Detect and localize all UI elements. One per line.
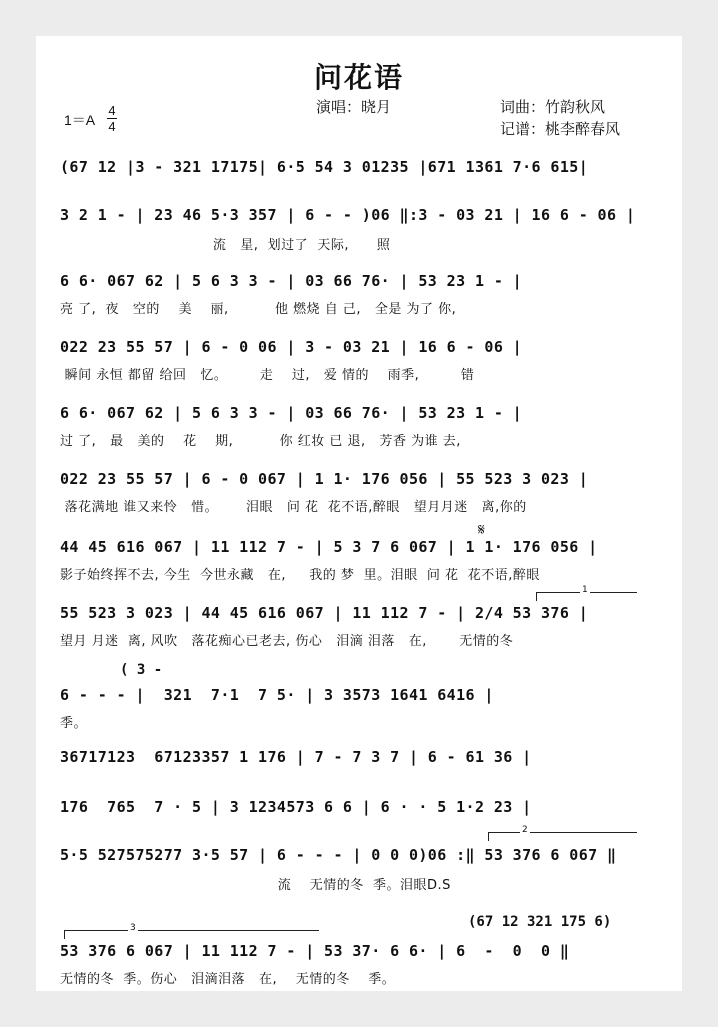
volta-bracket-2 bbox=[488, 832, 637, 841]
parenthetical-notes: ( 3 - bbox=[120, 662, 163, 678]
time-signature bbox=[107, 104, 117, 133]
lyric-row: 亮 了, 夜 空的 美 丽, 他 燃烧 自 己, 全是 为了 你, bbox=[60, 302, 457, 317]
notation-row: 36717123 67123357 1 176 | 7 - 7 3 7 | 6 - 61 36 | bbox=[60, 748, 532, 766]
time-signature-bottom: 4 bbox=[108, 119, 116, 134]
lyric-row: 过 了, 最 美的 花 期, 你 红妆 已 退, 芳香 为谁 去, bbox=[60, 434, 461, 449]
notation-row: 022 23 55 57 | 6 - 0 067 | 1 1· 176 056 | 55 523 3 023 | bbox=[60, 470, 589, 488]
notation-row: (67 12 |3 - 321 17175| 6·5 54 3 01235 |671 1361 7·6 615| bbox=[60, 158, 589, 176]
lyric-row: 季。 bbox=[60, 716, 88, 731]
notation-row: 6 - - - | 321 7·1 7 5· | 3 3573 1641 6416 | bbox=[60, 686, 494, 704]
volta-number-3: 3 bbox=[130, 923, 136, 933]
notation-row: 3 2 1 - | 23 46 5·3 357 | 6 - - )06 ‖:3 - 03 21 | 16 6 - 06 | bbox=[60, 206, 636, 224]
notation-row: 6 6· 067 62 | 5 6 3 3 - | 03 66 76· | 53 23 1 - | bbox=[60, 272, 523, 290]
notation-row: 176 765 7 · 5 | 3 1234573 6 6 | 6 · · 5 1·2 23 | bbox=[60, 798, 532, 816]
lyric-row: 流 无情的冬 季。泪眼D.S bbox=[60, 878, 451, 893]
lyric-row: 无情的冬 季。伤心 泪滴泪落 在, 无情的冬 季。 bbox=[60, 972, 396, 987]
key-signature: 1＝A bbox=[64, 112, 96, 128]
volta-bracket-3 bbox=[64, 930, 319, 939]
composer-credit: 词曲：竹韵秋风 bbox=[500, 98, 606, 116]
lyric-row: 影子始终挥不去, 今生 今世永藏 在, 我的 梦 里。泪眼 问 花 花不语,醉眼 bbox=[60, 568, 540, 583]
notation-row: 55 523 3 023 | 44 45 616 067 | 11 112 7 - | 2/4 53 376 | bbox=[60, 604, 589, 622]
lyric-row: 落花满地 谁又来怜 惜。 泪眼 问 花 花不语,醉眼 望月月迷 离,你的 bbox=[60, 500, 527, 515]
notation-row: 44 45 616 067 | 11 112 7 - | 5 3 7 6 067 | 1 1· 176 056 | bbox=[60, 538, 598, 556]
coda-intro-notes: (67 12 321 175 6) bbox=[468, 914, 612, 930]
song-title: 问花语 bbox=[313, 61, 404, 94]
notation-row: 6 6· 067 62 | 5 6 3 3 - | 03 66 76· | 53 23 1 - | bbox=[60, 404, 523, 422]
volta-number-2: 2 bbox=[522, 825, 528, 835]
transcriber-credit: 记谱：桃李醉春风 bbox=[500, 120, 621, 138]
notation-row: 5·5 527575277 3·5 57 | 6 - - - | 0 0 0)06 :‖ 53 376 6 067 ‖ bbox=[60, 846, 617, 864]
lyric-row: 瞬间 永恒 都留 给回 忆。 走 过, 爱 情的 雨季, 错 bbox=[60, 368, 475, 383]
lyric-row: 流 星, 划过了 天际, 照 bbox=[60, 238, 391, 253]
singer-credit: 演唱：晓月 bbox=[316, 98, 392, 116]
notation-row: 022 23 55 57 | 6 - 0 06 | 3 - 03 21 | 16 6 - 06 | bbox=[60, 338, 523, 356]
lyric-row: 望月 月迷 离, 风吹 落花痴心已老去, 伤心 泪滴 泪落 在, 无情的冬 bbox=[60, 634, 514, 649]
notation-row: 53 376 6 067 | 11 112 7 - | 53 37· 6 6· | 6 - 0 0 ‖ bbox=[60, 942, 570, 960]
volta-number-1: 1 bbox=[582, 585, 588, 595]
time-signature-top: 4 bbox=[108, 103, 116, 118]
segno-sign: 𝄋 bbox=[478, 520, 485, 539]
